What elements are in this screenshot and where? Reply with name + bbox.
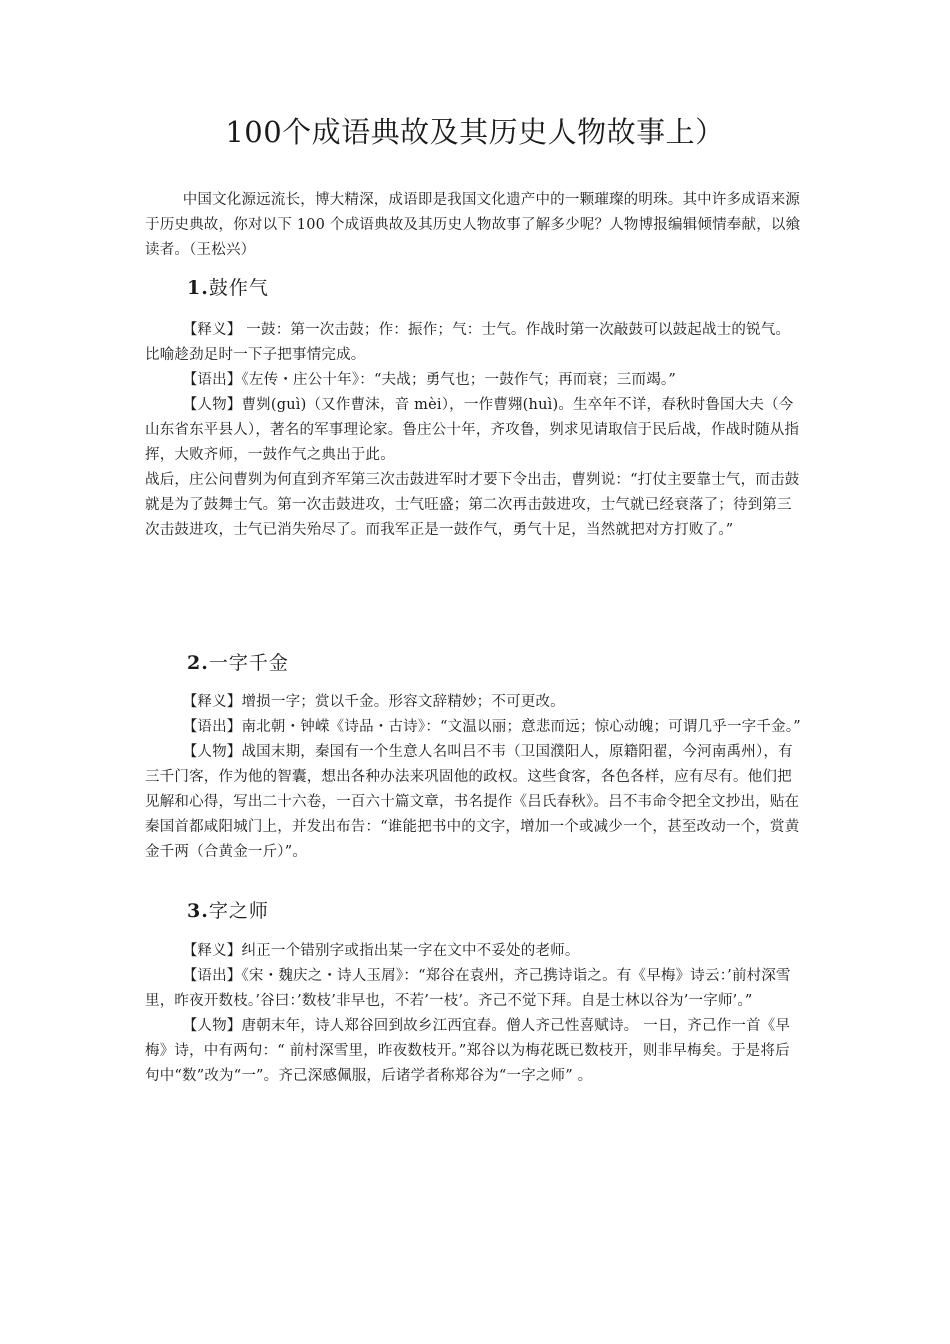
section-number: 3.	[187, 900, 209, 922]
section-title: 鼓作气	[208, 277, 269, 299]
definition-paragraph: 【释义】增损一字；赏以千金。形容文辞精妙；不可更改。	[182, 694, 565, 710]
section-number: 2.	[187, 652, 209, 674]
source-paragraph: 【语出】《宋・魏庆之・诗人玉屑》：“郑谷在袁州，齐己携诗诣之。有《早梅》诗云：’前村深雪里，昨夜开数枝。’谷曰：’数枝’非早也，不若’一枝’。齐己不觉下拜。自是士林以谷为’一字师’。”	[145, 968, 791, 1009]
definition-paragraph: 【释义】纠正一个错别字或指出某一字在文中不妥处的老师。	[182, 943, 580, 959]
section-body-2	[145, 690, 803, 865]
intro-block	[145, 188, 803, 263]
section-title: 一字千金	[208, 652, 289, 674]
person-paragraph: 【人物】唐朝末年，诗人郑谷回到故乡江西宜春。僧人齐己性喜赋诗。 一日，齐己作一首《早梅》诗，中有两句：“ 前村深雪里，昨夜数枝开。”郑谷以为梅花既已数枝开，则非早梅矣。于是将后句中“数”改为“一”。齐己深感佩服，后诸学者称郑谷为“一字之师” 。	[145, 1018, 791, 1084]
section-heading-2	[187, 648, 289, 675]
document-title: 100个成语典故及其历史人物故事上）	[225, 115, 725, 149]
definition-paragraph: 【释义】 一鼓：第一次击鼓；作：振作；气：士气。作战时第一次敲鼓可以鼓起战士的锐气。比喻趁劲足时一下子把事情完成。	[145, 322, 791, 363]
person-paragraph: 【人物】战国末期，秦国有一个生意人名叫吕不韦（卫国濮阳人，原籍阳翟，今河南禹州），有三千门客，作为他的智囊，想出各种办法来巩固他的政权。这些食客，各色各样，应有尽有。他们把见解和心得，写出二十六卷，一百六十篇文章，书名提作《吕氏春秋》。吕不韦命令把全文抄出，贴在秦国首都咸阳城门上，并发出布告：“谁能把书中的文字，增加一个或减少一个，甚至改动一个，赏黄金千两（合黄金一斤）”。	[145, 744, 800, 860]
story-paragraph: 战后，庄公问曹刿为何直到齐军第三次击鼓进军时才要下令出击，曹刿说：“打仗主要靠士气，而击鼓就是为了鼓舞士气。第一次击鼓进攻，士气旺盛；第二次再击鼓进攻，士气就已经衰落了；待到第三次击鼓进攻，士气已消失殆尽了。而我军正是一鼓作气，勇气十足，当然就把对方打败了。”	[145, 472, 800, 538]
section-body-3	[145, 939, 803, 1089]
section-title: 字之师	[208, 900, 269, 922]
section-heading-1	[187, 273, 269, 300]
section-body-1	[145, 318, 803, 543]
person-paragraph: 【人物】曹刿(guì)（又作曹沫，音 mèi），一作曹翙(huì)。生卒年不详，春秋时鲁国大夫（今山东省东平县人），著名的军事理论家。鲁庄公十年，齐攻鲁，刿求见请取信于民后战，作战时随从指挥，大败齐师，一鼓作气之典出于此。	[145, 397, 800, 463]
intro-paragraph: 中国文化源远流长，博大精深，成语即是我国文化遗产中的一颗璀璨的明珠。其中许多成语来源于历史典故，你对以下 100 个成语典故及其历史人物故事了解多少呢？人物博报编辑倾情奉献，以飨读者。（王松兴）	[145, 192, 801, 258]
section-heading-3	[187, 896, 269, 923]
section-number: 1.	[187, 277, 209, 299]
source-paragraph: 【语出】南北朝・钟嵘《诗品・古诗》：“文温以丽；意悲而远；惊心动魄；可谓几乎一字千金。”	[182, 719, 801, 735]
source-paragraph: 【语出】《左传・庄公十年》：“夫战；勇气也；一鼓作气；再而衰；三而竭。”	[182, 372, 676, 388]
